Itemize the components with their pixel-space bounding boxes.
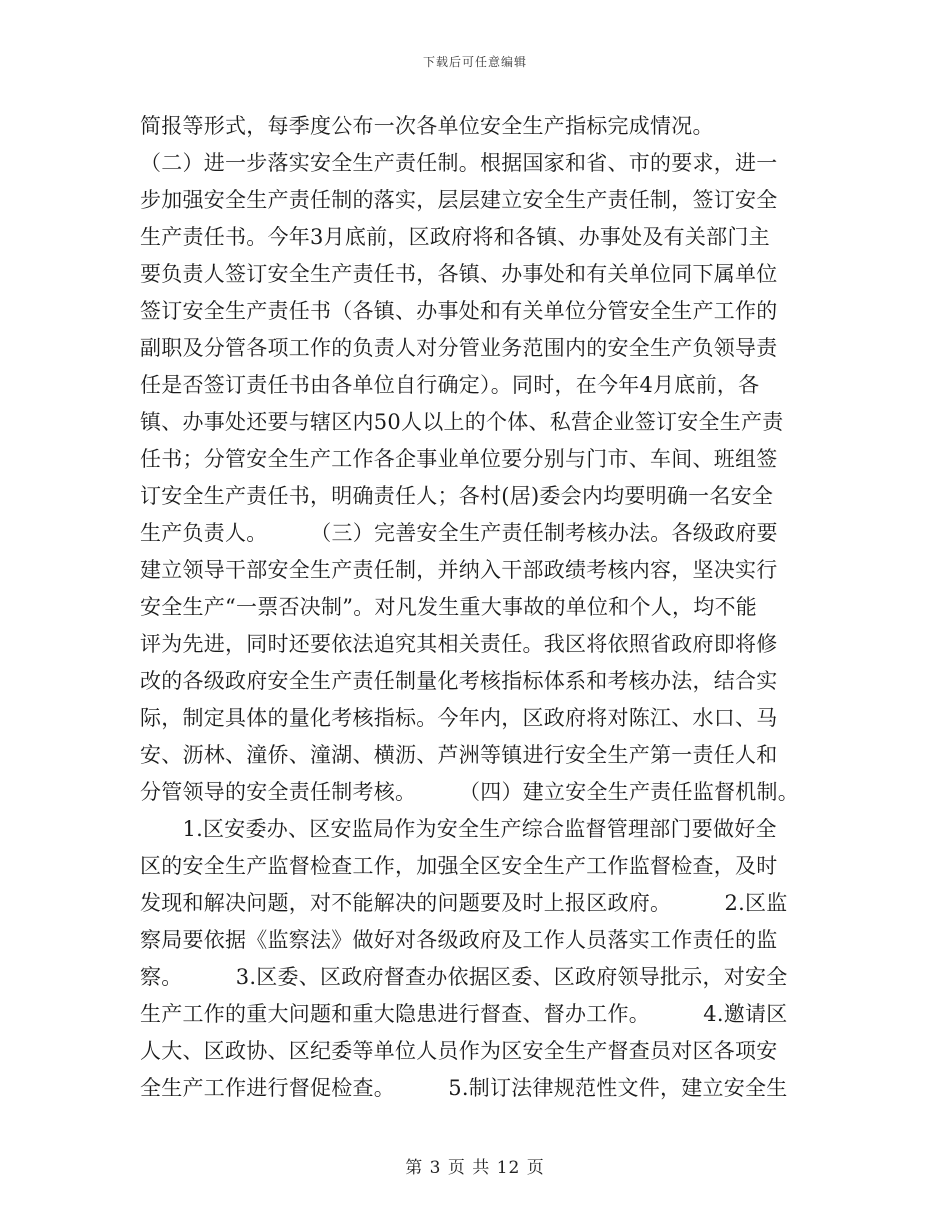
document-body	[140, 108, 820, 1107]
body-text-line: 评为先进，同时还要依法追究其相关责任。我区将依照省政府即将修	[140, 632, 778, 656]
body-text-line: 生产工作的重大问题和重大隐患进行督查、督办工作。 4.邀请区	[140, 1002, 788, 1026]
body-text-line: 区的安全生产监督检查工作，加强全区安全生产工作监督检查，及时	[140, 854, 778, 878]
body-text-line: 任书；分管安全生产工作各企事业单位要分别与门市、车间、班组签	[140, 447, 778, 471]
body-text-line: 全生产工作进行督促检查。 5.制订法律规范性文件，建立安全生	[140, 1076, 788, 1100]
body-text-line: 生产责任书。今年3月底前，区政府将和各镇、办事处及有关部门主	[140, 225, 770, 249]
body-text-line: 分管领导的安全责任制考核。 （四）建立安全生产责任监督机制。	[140, 780, 799, 804]
body-text-line: 安全生产“一票否决制”。对凡发生重大事故的单位和个人，均不能	[140, 595, 757, 619]
body-text-line: （二）进一步落实安全生产责任制。根据国家和省、市的要求，进一	[140, 151, 778, 175]
page-header: 下载后可任意编辑	[422, 55, 527, 69]
body-text-line: 镇、办事处还要与辖区内50人以上的个体、私营企业签订安全生产责	[140, 410, 784, 434]
body-text-line: 建立领导干部安全生产责任制，并纳入干部政绩考核内容，坚决实行	[140, 558, 778, 582]
body-text-line: 改的各级政府安全生产责任制量化考核指标体系和考核办法，结合实	[140, 669, 778, 693]
body-text-line: 要负责人签订安全生产责任书，各镇、办事处和有关单位同下属单位	[140, 262, 778, 286]
body-text-line: 简报等形式，每季度公布一次各单位安全生产指标完成情况。	[140, 114, 714, 138]
body-text-line: 生产负责人。 （三）完善安全生产责任制考核办法。各级政府要	[140, 521, 778, 545]
body-text-line: 步加强安全生产责任制的落实，层层建立安全生产责任制，签订安全	[140, 188, 778, 212]
body-text-line: 人大、区政协、区纪委等单位人员作为区安全生产督查员对区各项安	[140, 1039, 778, 1063]
body-text-line: 1.区安委办、区安监局作为安全生产综合监督管理部门要做好全	[140, 817, 777, 841]
body-text-line: 安、沥林、潼侨、潼湖、横沥、芦洲等镇进行安全生产第一责任人和	[140, 743, 778, 767]
body-text-line: 签订安全生产责任书（各镇、办事处和有关单位分管安全生产工作的	[140, 299, 778, 323]
body-text-line: 发现和解决问题，对不能解决的问题要及时上报区政府。 2.区监	[140, 891, 788, 915]
body-text-line: 副职及分管各项工作的负责人对分管业务范围内的安全生产负领导责	[140, 336, 778, 360]
body-text-line: 察。 3.区委、区政府督查办依据区委、区政府领导批示，对安全	[140, 965, 788, 989]
body-text-line: 订安全生产责任书，明确责任人；各村(居)委会内均要明确一名安全	[140, 484, 774, 508]
body-text-line: 际，制定具体的量化考核指标。今年内，区政府将对陈江、水口、马	[140, 706, 778, 730]
body-text-line: 察局要依据《监察法》做好对各级政府及工作人员落实工作责任的监	[140, 928, 778, 952]
page-footer: 第 3 页 共 12 页	[405, 1158, 545, 1178]
body-text-line: 任是否签订责任书由各单位自行确定）。同时，在今年4月底前，各	[140, 373, 760, 397]
